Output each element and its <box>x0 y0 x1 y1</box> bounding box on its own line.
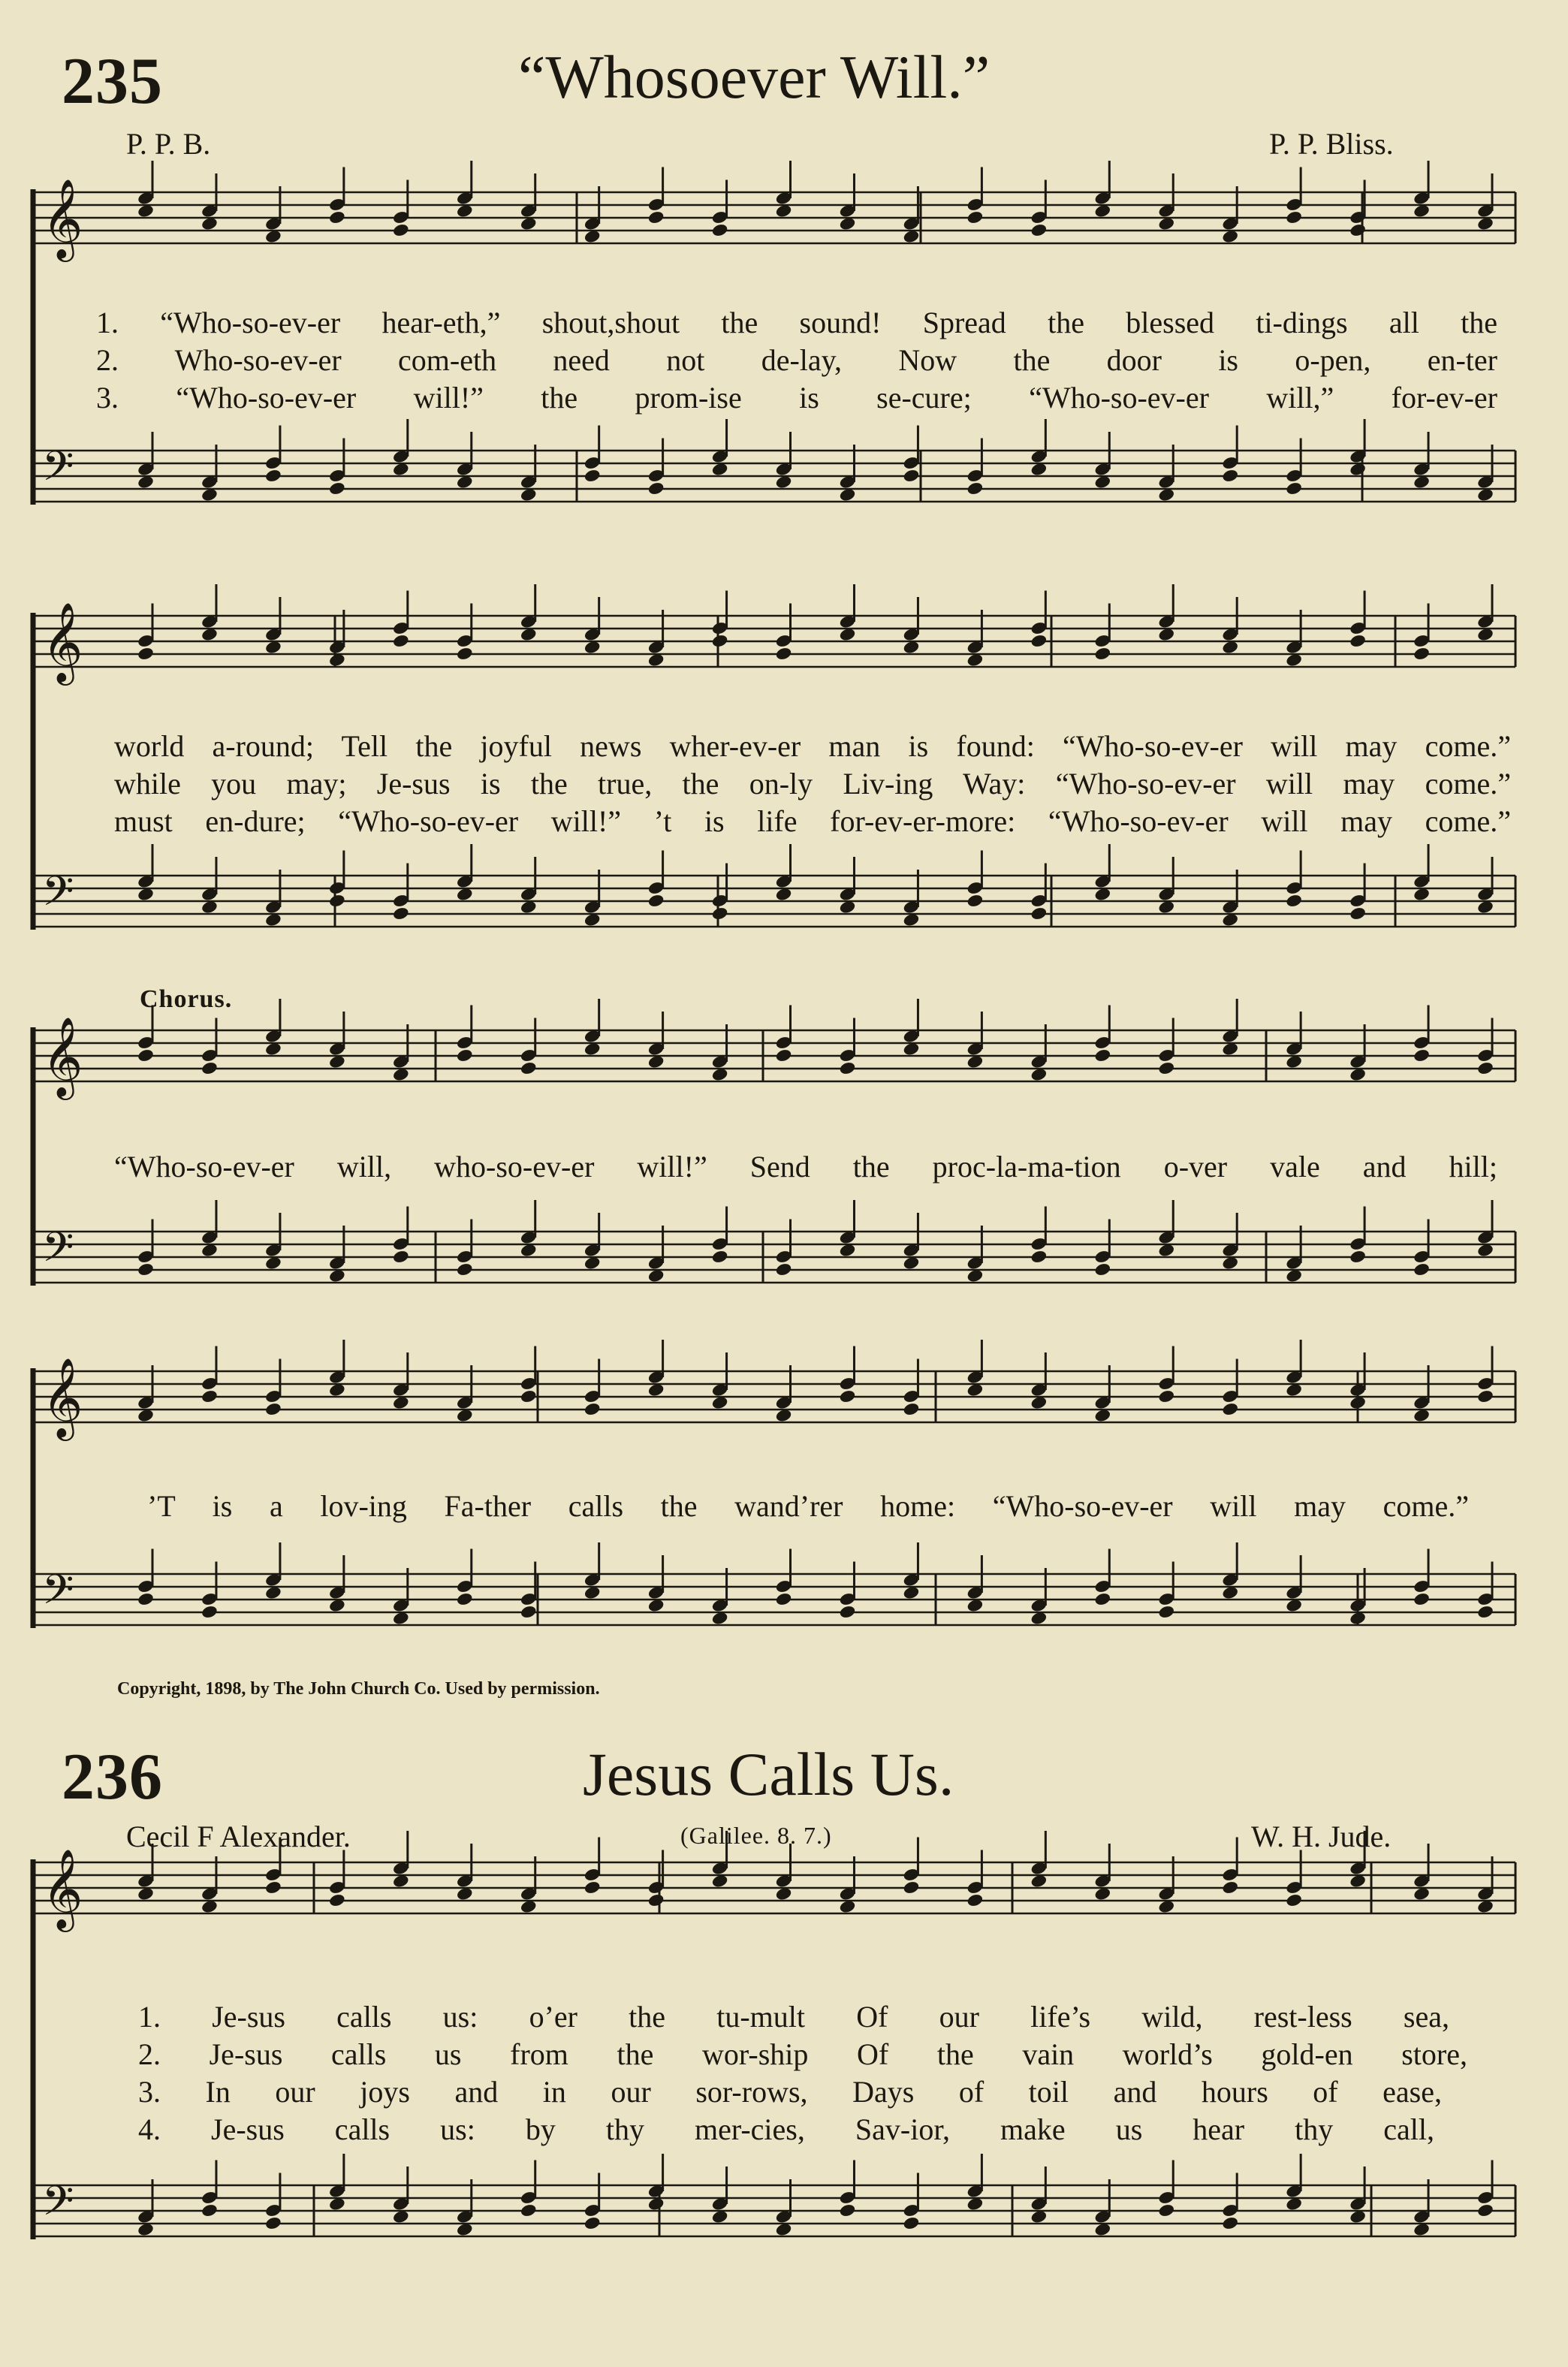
note-head <box>392 634 410 649</box>
note-head <box>1157 1605 1175 1620</box>
note-head <box>392 1250 410 1265</box>
bass-clef-icon: 𝄢 <box>42 1566 74 1624</box>
note-head <box>456 647 474 662</box>
note-head <box>1221 469 1239 484</box>
note-head <box>647 210 665 225</box>
note-head <box>711 1250 729 1265</box>
copyright-notice: Copyright, 1898, by The John Church Co. Used by permission. <box>117 1679 600 1699</box>
treble-clef-icon: 𝄞 <box>42 178 83 258</box>
note-head <box>583 2216 602 2231</box>
note-head <box>1285 210 1303 225</box>
note-head <box>903 469 921 484</box>
note-head <box>264 1880 282 1895</box>
note-head <box>839 1389 857 1404</box>
note-head <box>775 647 793 662</box>
note-head <box>647 894 665 909</box>
note-head <box>1349 634 1367 649</box>
note-head <box>1413 647 1431 662</box>
note-head <box>201 2203 219 2218</box>
note-head <box>903 2216 921 2231</box>
hymn-title-2: Jesus Calls Us. <box>583 1740 954 1808</box>
treble-clef-icon: 𝄞 <box>42 1848 83 1928</box>
note-head <box>328 894 346 909</box>
hymn236-verse-1: 1. Je-sus calls us: o’er the tu-mult Of our life’s wild, rest-less sea, <box>138 2000 1449 2034</box>
treble-clef-icon: 𝄞 <box>42 602 83 682</box>
note-head <box>392 906 410 921</box>
note-head <box>1093 647 1111 662</box>
note-head <box>1157 1389 1175 1404</box>
note-head <box>1030 906 1048 921</box>
note-head <box>903 1880 921 1895</box>
words-credit-2: Cecil F Alexander. <box>126 1820 351 1853</box>
treble-clef-icon: 𝄞 <box>42 1357 83 1437</box>
note-head <box>1476 1061 1494 1076</box>
note-head <box>1349 223 1367 238</box>
note-head <box>966 894 985 909</box>
note-head <box>711 223 729 238</box>
note-head <box>264 2216 282 2231</box>
note-head <box>1221 1402 1239 1417</box>
note-head <box>839 2203 857 2218</box>
bass-clef-icon: 𝄢 <box>42 1223 74 1281</box>
note-head <box>264 469 282 484</box>
verse-2-line-1: 2. Who-so-ev-er com-eth need not de-lay, Now the door is o-pen, en-ter <box>96 343 1497 377</box>
hymn-title: “Whosoever Will.” <box>518 43 991 111</box>
note-head <box>328 1893 346 1908</box>
note-head <box>201 1605 219 1620</box>
note-head <box>583 1880 602 1895</box>
note-head <box>966 1893 985 1908</box>
note-head <box>456 1048 474 1063</box>
note-head <box>1221 2216 1239 2231</box>
hymn236-verse-4: 4. Je-sus calls us: by thy mer-cies, Sav-ior, make us hear thy call, <box>138 2112 1434 2146</box>
note-head <box>137 1592 155 1607</box>
note-head <box>775 1592 793 1607</box>
note-head <box>647 481 665 496</box>
note-head <box>520 1061 538 1076</box>
note-head <box>137 1048 155 1063</box>
note-head <box>1285 1893 1303 1908</box>
note-head <box>966 481 985 496</box>
bass-clef-icon: 𝄢 <box>42 2177 74 2235</box>
note-head <box>456 1262 474 1277</box>
note-head <box>583 1402 602 1417</box>
note-head <box>520 1605 538 1620</box>
note-head <box>328 481 346 496</box>
note-head <box>1221 1880 1239 1895</box>
note-head <box>1476 2203 1494 2218</box>
bass-clef-icon: 𝄢 <box>42 442 74 500</box>
note-head <box>1413 1262 1431 1277</box>
verse-3-line-1: 3. “Who-so-ev-er will!” the prom-ise is se-cure; “Who-so-ev-er will,” for-ev-er <box>96 381 1497 415</box>
note-head <box>647 1893 665 1908</box>
note-head <box>264 1402 282 1417</box>
note-head <box>1349 906 1367 921</box>
music-credit-2: W. H. Jude. <box>1251 1820 1392 1853</box>
note-head <box>775 1048 793 1063</box>
note-head <box>1413 1592 1431 1607</box>
music-credit: P. P. Bliss. <box>1269 127 1394 161</box>
note-head <box>1030 1250 1048 1265</box>
note-head <box>456 1592 474 1607</box>
note-head <box>520 2203 538 2218</box>
verse-2-line-2: while you may; Je-sus is the true, the on-ly Liv-ing Way: “Who-so-ev-er will may come.” <box>114 767 1511 801</box>
note-head <box>839 1605 857 1620</box>
note-head <box>328 210 346 225</box>
note-head <box>392 223 410 238</box>
note-head <box>711 906 729 921</box>
note-head <box>1413 1048 1431 1063</box>
note-head <box>839 1061 857 1076</box>
note-head <box>1030 634 1048 649</box>
note-head <box>1093 1262 1111 1277</box>
chorus-label: Chorus. <box>140 985 233 1013</box>
bass-clef-icon: 𝄢 <box>42 867 74 925</box>
note-head <box>1476 1389 1494 1404</box>
note-head <box>1093 1048 1111 1063</box>
treble-staff <box>33 1030 1515 1081</box>
bass-staff <box>33 1574 1515 1625</box>
hymn-number: 235 <box>62 45 163 118</box>
verse-1-line-2: world a-round; Tell the joyful news wher-ev-er man is found: “Who-so-ev-er will may come.” <box>114 729 1511 763</box>
note-head <box>1157 2203 1175 2218</box>
note-head <box>583 469 602 484</box>
verse-3-line-2: must en-dure; “Who-so-ev-er will!” ’t is life for-ev-er-more: “Who-so-ev-er will may come.” <box>114 804 1511 838</box>
note-head <box>201 1389 219 1404</box>
note-head <box>966 210 985 225</box>
note-head <box>1093 1592 1111 1607</box>
note-head <box>1030 223 1048 238</box>
chorus-line-1: “Who-so-ev-er will, who-so-ev-er will!” Send the proc-la-ma-tion o-ver vale and hill; <box>114 1150 1497 1184</box>
note-head <box>137 647 155 662</box>
note-head <box>1476 1605 1494 1620</box>
note-head <box>1285 481 1303 496</box>
words-credit: P. P. B. <box>126 127 211 161</box>
note-head <box>775 1262 793 1277</box>
note-head <box>903 1402 921 1417</box>
note-head <box>1285 894 1303 909</box>
note-head <box>1349 1250 1367 1265</box>
note-head <box>137 1262 155 1277</box>
hymn-number-2: 236 <box>62 1741 163 1814</box>
note-head <box>1157 1061 1175 1076</box>
hymn236-verse-2: 2. Je-sus calls us from the wor-ship Of the vain world’s gold-en store, <box>138 2037 1467 2071</box>
treble-clef-icon: 𝄞 <box>42 1016 83 1096</box>
note-head <box>711 634 729 649</box>
chorus-line-2: ’T is a lov-ing Fa-ther calls the wand’rer home: “Who-so-ev-er will may come.” <box>147 1489 1469 1523</box>
note-head <box>520 1389 538 1404</box>
tune-name: (Galilee. 8. 7.) <box>680 1822 832 1849</box>
note-head <box>201 1061 219 1076</box>
hymn236-verse-3: 3. In our joys and in our sor-rows, Days of toil and hours of ease, <box>138 2075 1442 2109</box>
verse-1-line-1: 1. “Who-so-ev-er hear-eth,” shout,shout the sound! Spread the blessed ti-dings all the <box>96 306 1497 339</box>
